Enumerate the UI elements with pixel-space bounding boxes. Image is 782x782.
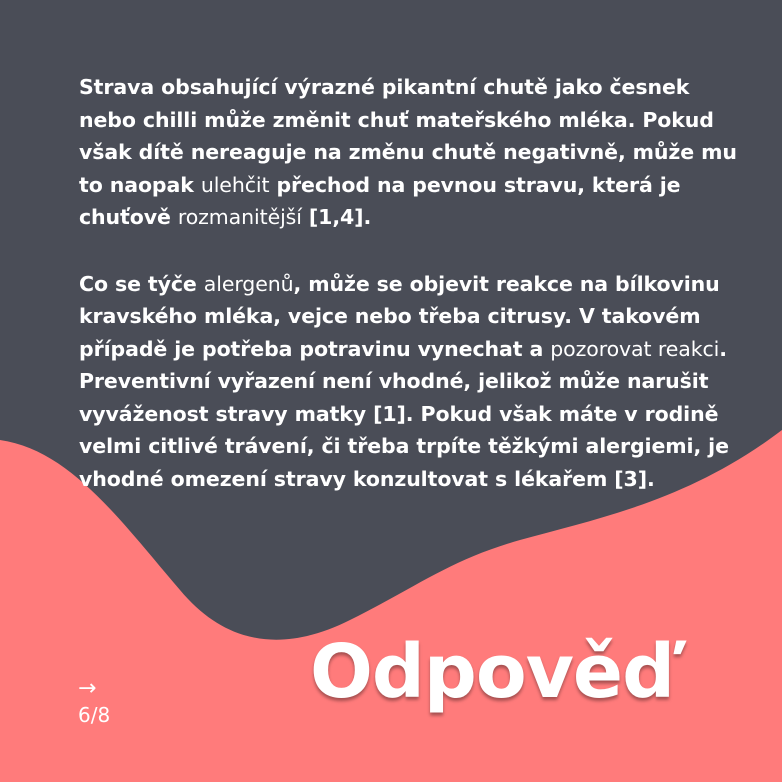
- body-text: [79, 71, 739, 495]
- arrow-right-icon[interactable]: →: [78, 676, 97, 701]
- paragraph-allergens: Co se týče alergenů, může se objevit reakce na bílkovinu kravského mléka, vejce nebo třeba citrusy. V takovém případě je potřeba potravinu vynechat a pozorovat reakci. Preventivní vyřazení není vhodné, jelikož může narušit vyváženost stravy matky [1]. Pokud však máte v rodině velmi citlivé trávení, či třeba trpíte těžkými alergiemi, je vhodné omezení stravy konzultovat s lékařem [3].: [79, 271, 729, 491]
- slide-navigation[interactable]: [78, 678, 110, 726]
- page-indicator: 6/8: [78, 703, 111, 727]
- slide-title: Odpověď: [310, 629, 675, 715]
- paragraph-spicy-foods: Strava obsahující výrazné pikantní chutě jako česnek nebo chilli může změnit chuť mateřského mléka. Pokud však dítě nereaguje na změnu chutě negativně, může mu to naopak ulehčit přechod na pevnou stravu, která je chuťově rozmanitější [1,4].: [79, 75, 737, 229]
